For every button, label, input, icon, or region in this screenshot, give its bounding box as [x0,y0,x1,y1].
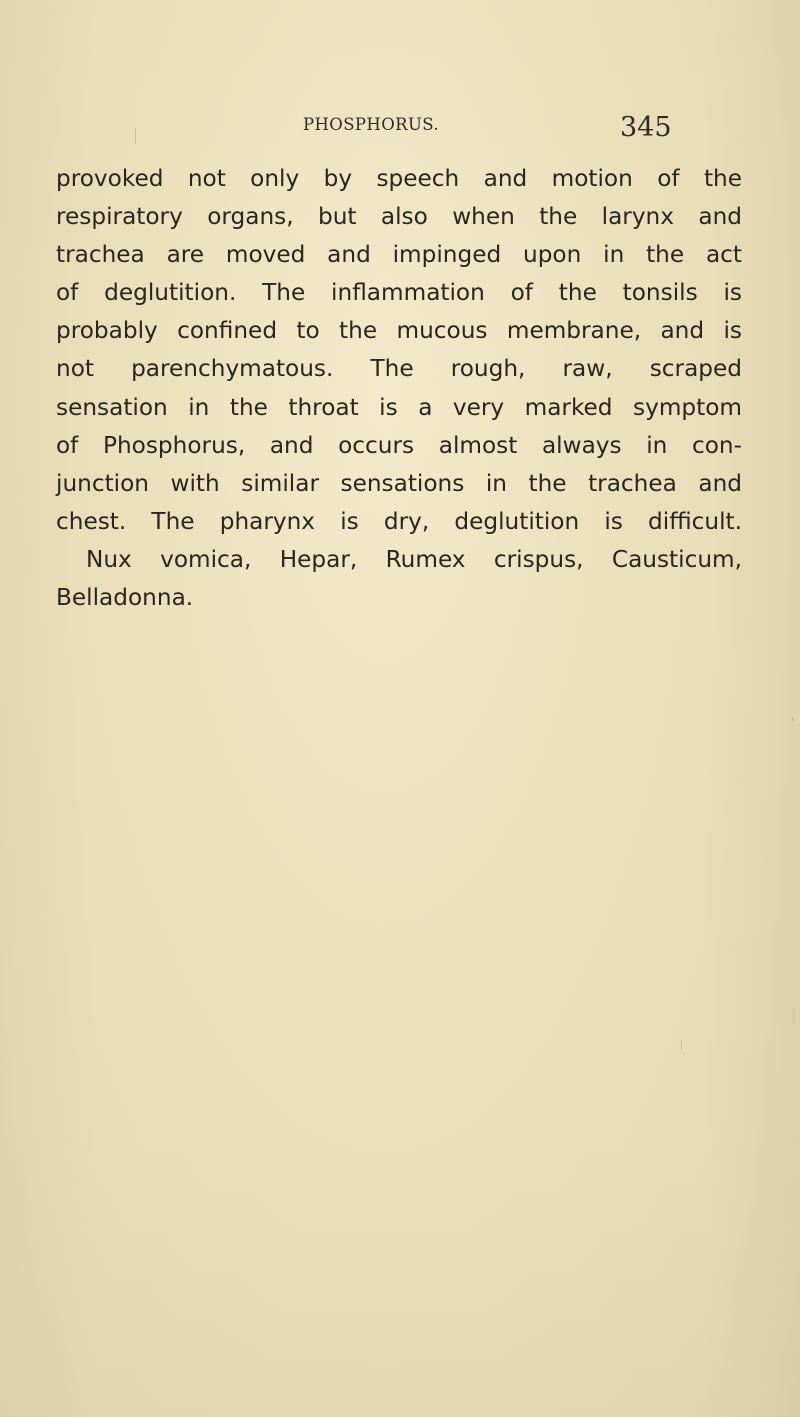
text-line: sensation in the throat is a very marked symptom [56,393,742,421]
text-line: provoked not only by speech and motion of the [56,165,742,192]
running-title: PHOSPHORUS. [303,115,440,134]
text-line: Nux vomica, Hepar, Rumex crispus, Causticum, [86,545,742,573]
text-line: respiratory organs, but also when the larynx and [56,203,742,231]
page-number: 345 [620,112,672,143]
body-text [56,160,742,617]
text-line: trachea are moved and impinged upon in the act [56,241,742,269]
text-line: Belladonna. [56,584,194,612]
text-line: junction with similar sensations in the trachea and [56,469,742,497]
text-line: of deglutition. The inflammation of the tonsils is [56,279,742,307]
running-head [0,112,800,152]
text-line: not parenchymatous. The rough, raw, scraped [56,355,742,383]
paper-speck [793,1010,794,1022]
text-line: probably confined to the mucous membrane, and is [56,317,742,345]
text-line: of Phosphorus, and occurs almost always in con- [56,431,742,459]
text-line: chest. The pharynx is dry, deglutition is difficult. [56,507,742,535]
paper-speck [135,128,136,144]
paper-speck [792,718,794,721]
paper-speck [681,1040,682,1050]
